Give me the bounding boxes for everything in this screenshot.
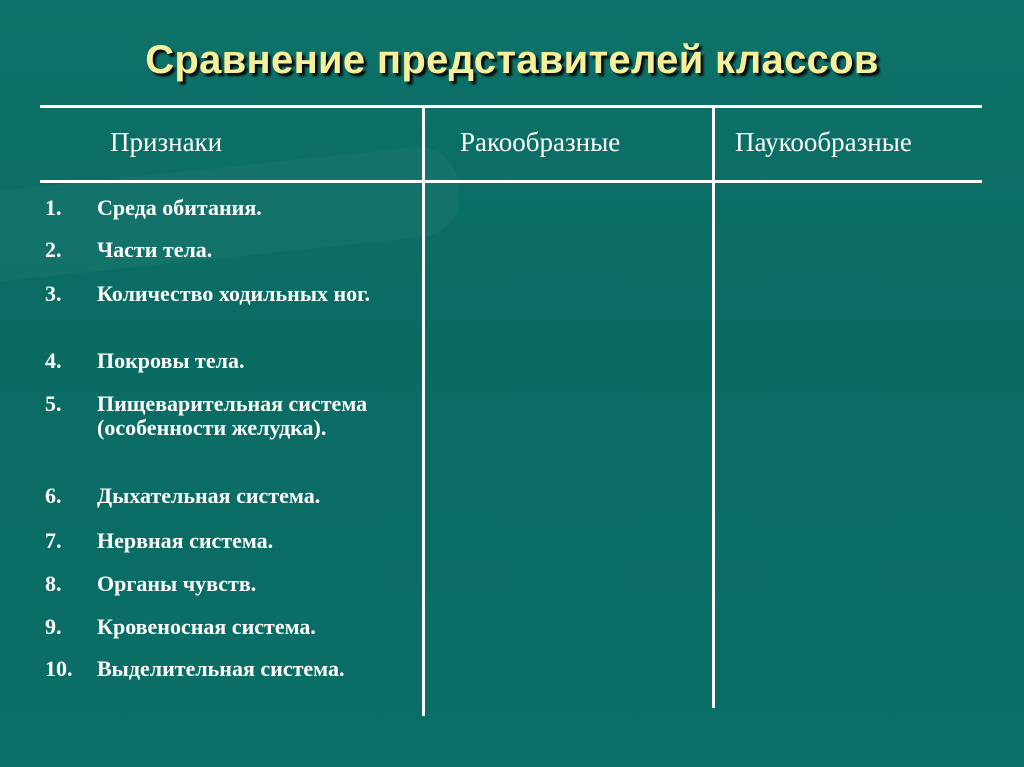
table-header-rule [40,180,982,183]
table-column-divider-2 [712,108,715,708]
header-crustaceans: Ракообразные [460,127,621,157]
list-item-text: Органы чувств. [97,571,257,596]
list-item-number: 4. [45,348,62,373]
list-item-number: 8. [45,571,62,596]
list-item-number: 2. [45,237,62,262]
list-item-number: 1. [45,195,62,220]
list-item-number: 10. [45,656,73,681]
list-item-text: Дыхательная система. [97,483,321,508]
list-item-number: 5. [45,391,62,416]
list-item-text: Выделительная система. [97,656,345,681]
list-item-number: 3. [45,281,62,306]
list-item-text: Среда обитания. [97,195,262,220]
header-features: Признаки [110,127,223,157]
list-item-number: 6. [45,483,62,508]
list-item-text: Нервная система. [97,528,274,553]
list-item-text: Покровы тела. [97,348,245,373]
header-arachnids: Паукообразные [735,127,912,157]
list-item-text: Кровеносная система. [97,614,316,639]
slide-title: Сравнение представителей классов [145,38,879,82]
list-item-number: 9. [45,614,62,639]
table-top-rule [40,105,982,108]
table-column-divider-1 [422,108,425,716]
list-item-text: Количество ходильных ног. [97,281,371,306]
list-item-number: 7. [45,528,62,553]
list-item-text: Части тела. [97,237,213,262]
list-item-text: Пищеварительная система (особенности желудка). [97,391,368,440]
